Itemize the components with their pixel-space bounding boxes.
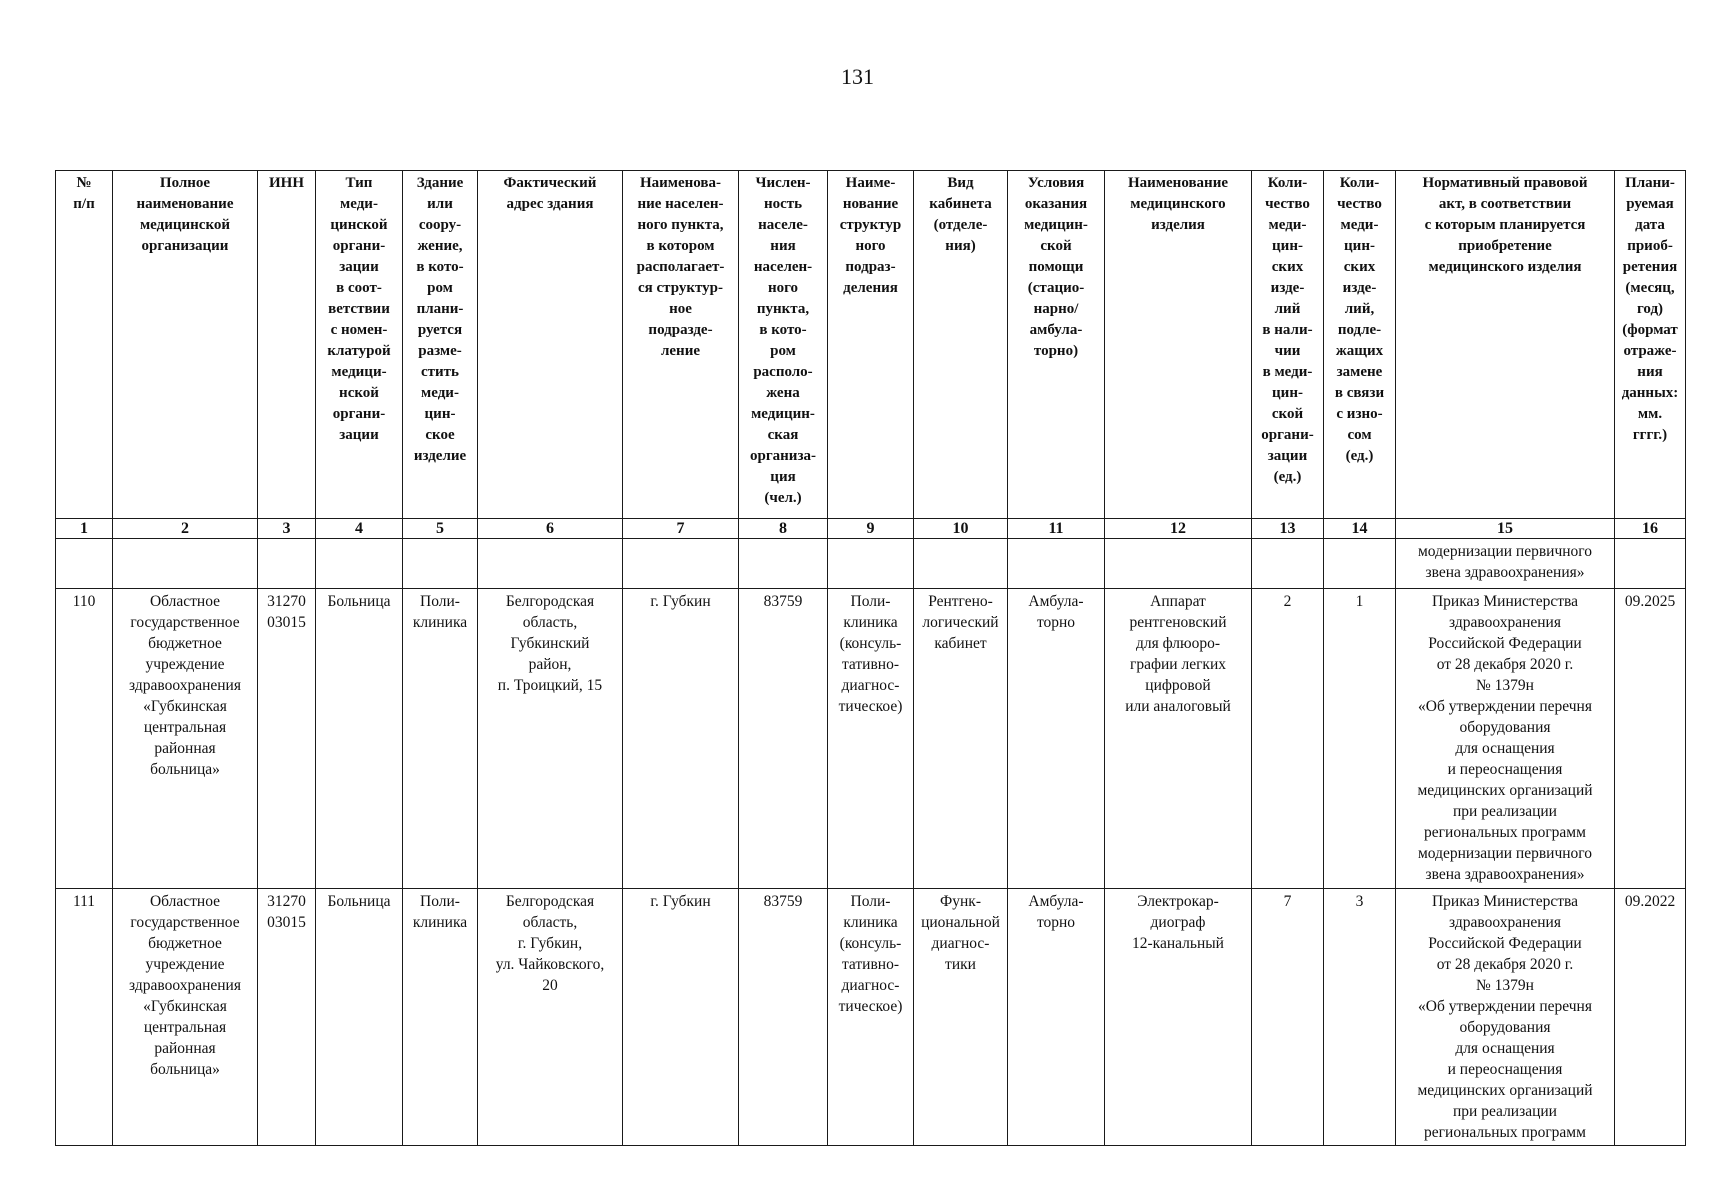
empty-cell (914, 539, 1008, 589)
empty-cell (113, 539, 258, 589)
address-cell: Белгородская область, Губкинский район, п. Троицкий, 15 (478, 589, 623, 889)
column-number: 14 (1324, 519, 1396, 539)
division-cell: Поли- клиника (консуль- тативно- диагнос- тическое) (828, 889, 914, 1146)
building-cell: Поли- клиника (403, 889, 478, 1146)
row-number: 110 (56, 589, 113, 889)
header-cell-date: Плани- руемая дата приоб- ретения (месяц, год) (формат отраже- ния данных: мм. гггг.) (1615, 171, 1686, 519)
empty-cell (478, 539, 623, 589)
device-cell: Электрокар- диограф 12-канальный (1105, 889, 1252, 1146)
column-number: 12 (1105, 519, 1252, 539)
cabinet-cell: Рентгено- логический кабинет (914, 589, 1008, 889)
column-number: 7 (623, 519, 739, 539)
header-cell-qty-available: Коли- чество меди- цин- ских изде- лий в нали- чии в меди- цин- ской органи- зации (ед.) (1252, 171, 1324, 519)
column-number: 5 (403, 519, 478, 539)
conditions-cell: Амбула- торно (1008, 889, 1105, 1146)
empty-cell (258, 539, 316, 589)
column-number: 9 (828, 519, 914, 539)
address-cell: Белгородская область, г. Губкин, ул. Чайковского, 20 (478, 889, 623, 1146)
row-number: 111 (56, 889, 113, 1146)
column-number: 1 (56, 519, 113, 539)
inn-cell: 31270 03015 (258, 889, 316, 1146)
cabinet-cell: Функ- циональной диагнос- тики (914, 889, 1008, 1146)
header-cell-device: Наименование медицинского изделия (1105, 171, 1252, 519)
header-cell-building: Здание или соору- жение, в кото- ром плани- руется разме- стить меди- цин- ское изделие (403, 171, 478, 519)
qty-replace-cell: 1 (1324, 589, 1396, 889)
org-name: Областное государственное бюджетное учреждение здравоохранения «Губкинская центральная районная больница» (113, 889, 258, 1146)
population-cell: 83759 (739, 889, 828, 1146)
settlement-cell: г. Губкин (623, 889, 739, 1146)
org-name: Областное государственное бюджетное учреждение здравоохранения «Губкинская центральная районная больница» (113, 589, 258, 889)
header-cell-type: Тип меди- цинской органи- зации в соот- ветствии с номен- клатурой медици- нской органи- зации (316, 171, 403, 519)
org-type: Больница (316, 889, 403, 1146)
legal-act-cell: Приказ Министерства здравоохранения Российской Федерации от 28 декабря 2020 г. № 1379н «Об утверждении перечня оборудования для оснащения и переоснащения медицинских организаций при реализации региональных программ модернизации первичного звена здравоохранения» (1396, 589, 1615, 889)
header-cell-conditions: Условия оказания медицин- ской помощи (стацио- нарно/ амбула- торно) (1008, 171, 1105, 519)
empty-cell (1324, 539, 1396, 589)
empty-cell (403, 539, 478, 589)
header-cell-inn: ИНН (258, 171, 316, 519)
settlement-cell: г. Губкин (623, 589, 739, 889)
qty-replace-cell: 3 (1324, 889, 1396, 1146)
legal-act-cell: Приказ Министерства здравоохранения Российской Федерации от 28 декабря 2020 г. № 1379н «Об утверждении перечня оборудования для оснащения и переоснащения медицинских организаций при реализации региональных программ (1396, 889, 1615, 1146)
column-number: 6 (478, 519, 623, 539)
column-number-row (56, 519, 1686, 539)
header-row (56, 171, 1686, 519)
population-cell: 83759 (739, 589, 828, 889)
division-cell: Поли- клиника (консуль- тативно- диагнос- тическое) (828, 589, 914, 889)
header-cell-address: Фактический адрес здания (478, 171, 623, 519)
header-cell-org: Полное наименование медицинской организации (113, 171, 258, 519)
empty-cell (1252, 539, 1324, 589)
column-number: 15 (1396, 519, 1615, 539)
page-number: 131 (841, 64, 874, 89)
empty-cell (1008, 539, 1105, 589)
header-cell-division: Наиме- нование структур ного подраз- деления (828, 171, 914, 519)
device-cell: Аппарат рентгеновский для флюоро- графии легких цифровой или аналоговый (1105, 589, 1252, 889)
header-cell-num: № п/п (56, 171, 113, 519)
empty-cell (56, 539, 113, 589)
header-cell-settlement: Наименова- ние населен- ного пункта, в котором располагает- ся структур- ное подразде- ление (623, 171, 739, 519)
header-cell-population: Числен- ность населе- ния населен- ного пункта, в кото- ром располо- жена медицин- ская организа- ция (чел.) (739, 171, 828, 519)
continuation-legal-act: модернизации первичного звена здравоохранения» (1396, 539, 1615, 589)
column-number: 2 (113, 519, 258, 539)
date-cell: 09.2022 (1615, 889, 1686, 1146)
qty-available-cell: 2 (1252, 589, 1324, 889)
qty-available-cell: 7 (1252, 889, 1324, 1146)
column-number: 11 (1008, 519, 1105, 539)
table-row (56, 589, 1686, 889)
org-type: Больница (316, 589, 403, 889)
empty-cell (1615, 539, 1686, 589)
table-row-continuation (56, 539, 1686, 589)
empty-cell (316, 539, 403, 589)
column-number: 10 (914, 519, 1008, 539)
header-cell-qty-replace: Коли- чество меди- цин- ских изде- лий, подле- жащих замене в связи с изно- сом (ед.) (1324, 171, 1396, 519)
date-cell: 09.2025 (1615, 589, 1686, 889)
header-cell-legal-act: Нормативный правовой акт, в соответствии с которым планируется приобретение медицинского изделия (1396, 171, 1615, 519)
column-number: 4 (316, 519, 403, 539)
inn-cell: 31270 03015 (258, 589, 316, 889)
building-cell: Поли- клиника (403, 589, 478, 889)
column-number: 3 (258, 519, 316, 539)
table-row (56, 889, 1686, 1146)
column-number: 13 (1252, 519, 1324, 539)
conditions-cell: Амбула- торно (1008, 589, 1105, 889)
header-cell-cabinet: Вид кабинета (отделе- ния) (914, 171, 1008, 519)
empty-cell (828, 539, 914, 589)
empty-cell (623, 539, 739, 589)
column-number: 16 (1615, 519, 1686, 539)
empty-cell (1105, 539, 1252, 589)
equipment-table (55, 170, 1686, 1146)
column-number: 8 (739, 519, 828, 539)
empty-cell (739, 539, 828, 589)
